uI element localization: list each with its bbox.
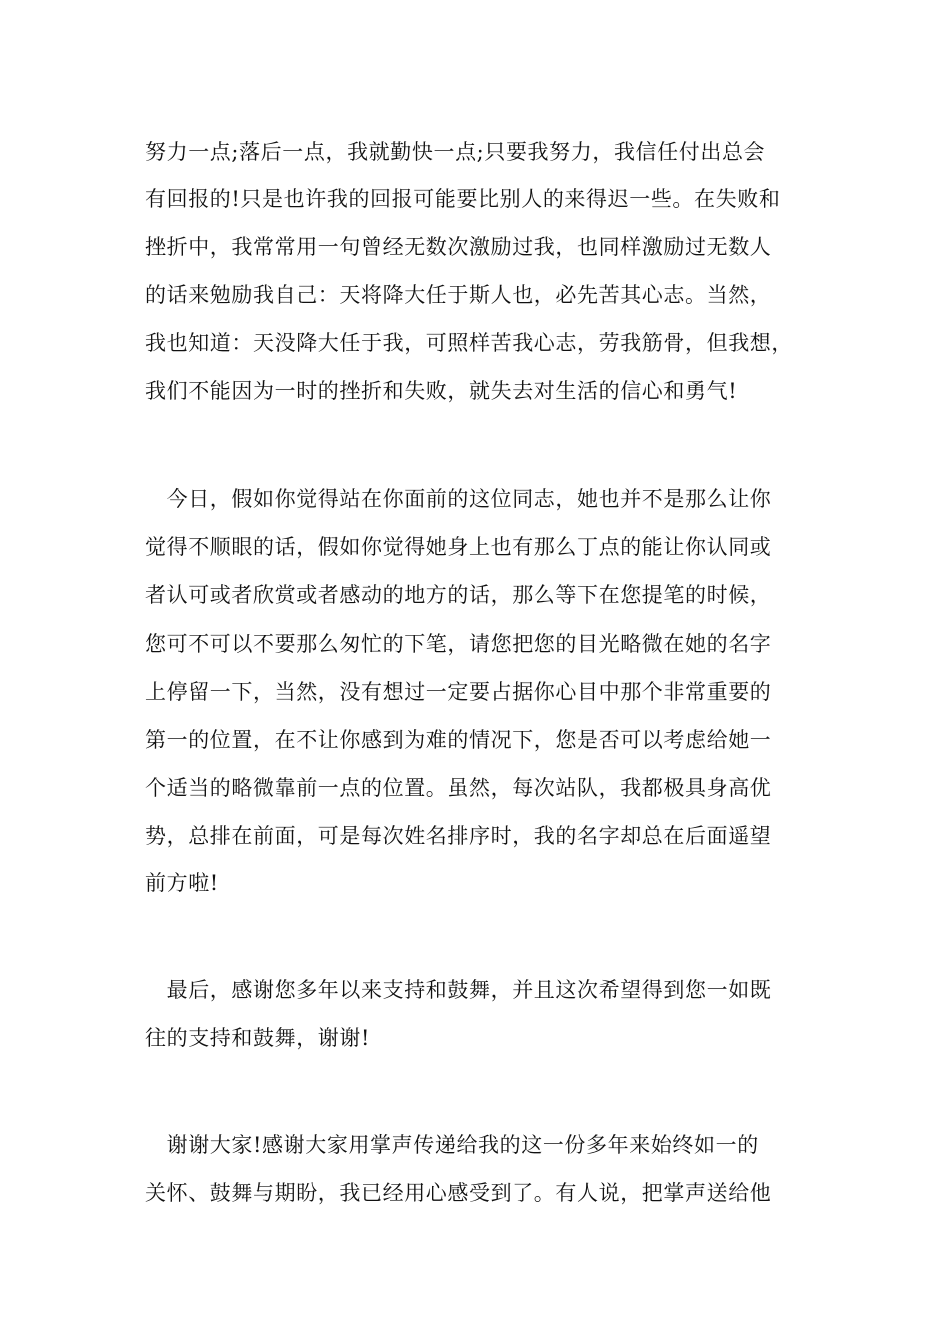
paragraph-2-line-7: 个适当的略微靠前一点的位置。虽然，每次站队，我都极具身高优 — [145, 776, 772, 800]
paragraph-2-line-8: 势，总排在前面，可是每次姓名排序时，我的名字却总在后面遥望 — [145, 824, 772, 848]
paragraph-2-line-3: 者认可或者欣赏或者感动的地方的话，那么等下在您提笔的时候， — [145, 583, 772, 607]
paragraph-2-line-9: 前方啦! — [145, 871, 219, 895]
paragraph-2-line-6: 第一的位置，在不让你感到为难的情况下，您是否可以考虑给她一 — [145, 728, 772, 752]
paragraph-4-line-2: 关怀、鼓舞与期盼，我已经用心感受到了。有人说，把掌声送给他 — [145, 1181, 772, 1205]
paragraph-1-line-1: 努力一点;落后一点，我就勤快一点;只要我努力，我信任付出总会 — [145, 140, 766, 164]
paragraph-1-line-6: 我们不能因为一时的挫折和失败，就失去对生活的信心和勇气! — [145, 379, 738, 403]
paragraph-1-line-5: 我也知道：天没降大任于我，可照样苦我心志，劳我筋骨，但我想， — [145, 331, 793, 355]
paragraph-1-line-2: 有回报的!只是也许我的回报可能要比别人的来得迟一些。在失败和 — [145, 187, 781, 211]
paragraph-1-line-4: 的话来勉励我自己：天将降大任于斯人也，必先苦其心志。当然， — [145, 283, 772, 307]
paragraph-3-line-1: 最后，感谢您多年以来支持和鼓舞，并且这次希望得到您一如既 — [145, 978, 772, 1002]
paragraph-2-line-5: 上停留一下，当然，没有想过一定要占据你心目中那个非常重要的 — [145, 680, 772, 704]
paragraph-1-line-3: 挫折中，我常常用一句曾经无数次激励过我，也同样激励过无数人 — [145, 235, 772, 259]
paragraph-4-line-1: 谢谢大家!感谢大家用掌声传递给我的这一份多年来始终如一的 — [145, 1133, 759, 1157]
paragraph-2-line-4: 您可不可以不要那么匆忙的下笔，请您把您的目光略微在她的名字 — [145, 632, 772, 656]
paragraph-3-line-2: 往的支持和鼓舞，谢谢! — [145, 1026, 371, 1050]
paragraph-2-line-1: 今日，假如你觉得站在你面前的这位同志，她也并不是那么让你 — [145, 487, 772, 511]
paragraph-2-line-2: 觉得不顺眼的话，假如你觉得她身上也有那么丁点的能让你认同或 — [145, 535, 772, 559]
